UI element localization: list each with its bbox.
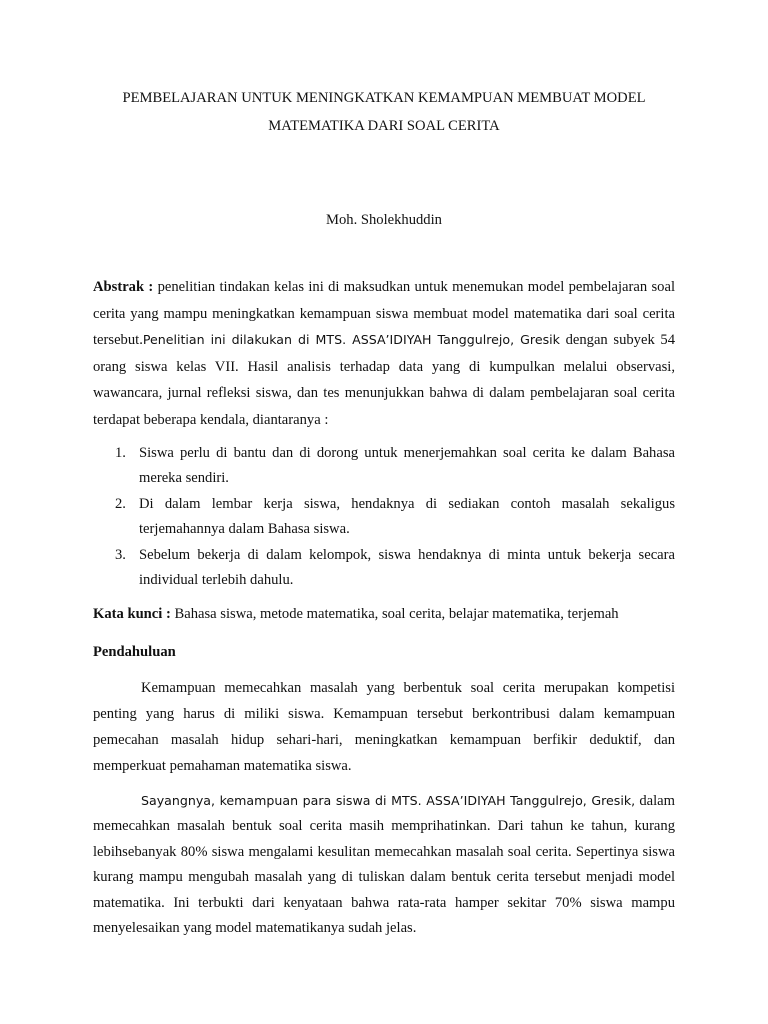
list-item-text: Di dalam lembar kerja siswa, hendaknya di sediakan contoh masalah sekaligus terjemahannya dalam Bahasa siswa. (139, 496, 675, 537)
list-item-number: 3. (115, 547, 126, 563)
title-line-1: PEMBELAJARAN UNTUK MENINGKATKAN KEMAMPUAN MEMBUAT MODEL (122, 90, 646, 106)
list-item (115, 543, 675, 593)
list-item-number: 1. (115, 445, 126, 461)
section-heading: Pendahuluan (93, 644, 176, 660)
abstract-text-a: penelitian tindakan kelas ini di maksudkan untuk menemukan model pembelajaran soal cerita yang mampu meningkatkan kemampuan siswa membuat model matematika dari soal cerita tersebut. (93, 279, 676, 348)
list-item (115, 492, 675, 542)
body-paragraph-2 (93, 788, 675, 941)
paragraph-2-text-b: dalam memecahkan masalah bentuk soal cerita masih memprihatinkan. Dari tahun ke tahun, kurang lebihsebanyak 80% siswa mengalami kesulitan memecahkan masalah soal cerita. Sepertinya siswa kurang mampu mengubah masalah yang di tuliskan dalam bentuk cerita tersebut menjadi model matematika. Ini terbukti dari kenyataan bahwa rata-rata hamper sekitar 70% siswa mampu menyelesaikan yang model matematikanya sudah jelas. (93, 793, 675, 937)
list-item-number: 2. (115, 496, 126, 512)
keywords-text: Bahasa siswa, metode matematika, soal cerita, belajar matematika, terjemah (170, 606, 619, 622)
paper-page (93, 84, 675, 941)
author-name: Moh. Sholekhuddin (326, 212, 442, 228)
keywords-label: Kata kunci : (93, 606, 171, 622)
abstract-text-c: dengan subyek 54 orang siswa kelas VII. Hasil analisis terhadap data yang di kumpulkan melalui observasi, wawancara, jurnal refleksi siswa, dan tes menunjukkan bahwa di dalam pembelajaran soal cerita terdapat beberapa kendala, diantaranya : (93, 332, 675, 428)
body-paragraph-1: Kemampuan memecahkan masalah yang berbentuk soal cerita merupakan kompetisi penting yang harus di miliki siswa. Kemampuan tersebut berkontribusi dalam kemampuan pemecahan masalah hidup sehari-hari, meningkatkan kemampuan berfikir deduktif, dan memperkuat pemahaman matematika siswa. (93, 680, 675, 774)
findings-list (93, 441, 675, 593)
list-item (115, 441, 675, 491)
abstract-text-b: Penelitian ini dilakukan di MTS. ASSA’IDIYAH Tanggulrejo, Gresik (142, 332, 560, 347)
abstract-label: Abstrak : (93, 279, 154, 295)
paper-title (93, 84, 675, 140)
title-line-2: MATEMATIKA DARI SOAL CERITA (268, 118, 500, 134)
paragraph-2-text-a: Sayangnya, kemampuan para siswa di MTS. ASSA’IDIYAH Tanggulrejo, Gresik, (141, 793, 636, 808)
list-item-text: Sebelum bekerja di dalam kelompok, siswa hendaknya di minta untuk bekerja secara individual terlebih dahulu. (139, 547, 675, 588)
list-item-text: Siswa perlu di bantu dan di dorong untuk menerjemahkan soal cerita ke dalam Bahasa mereka sendiri. (139, 445, 675, 486)
keywords-line (93, 601, 675, 627)
abstract-paragraph (93, 274, 675, 433)
